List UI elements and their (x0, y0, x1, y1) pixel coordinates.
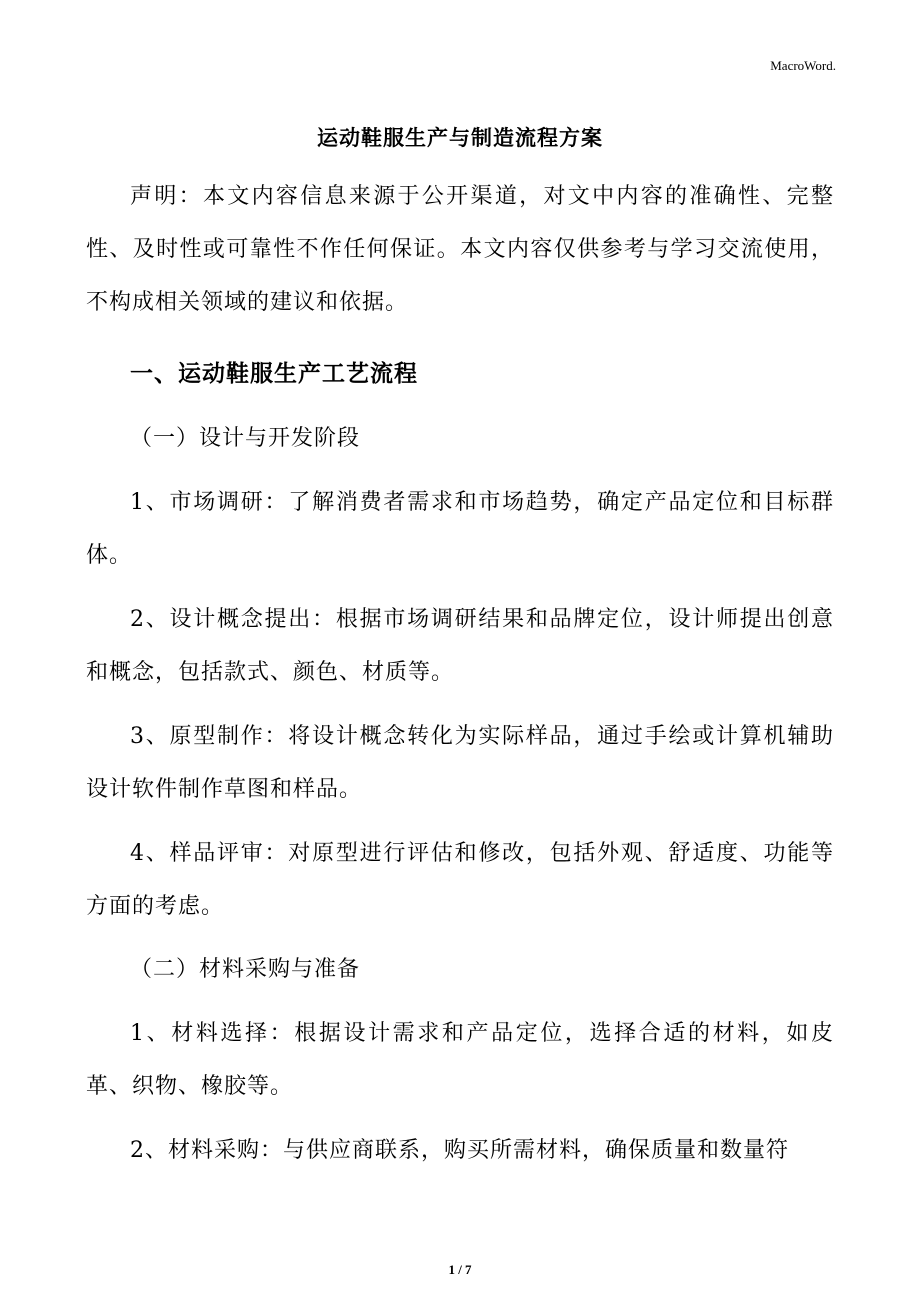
header-brand: MacroWord. (770, 58, 836, 73)
document-title: 运动鞋服生产与制造流程方案 (317, 125, 603, 150)
list-item: 2、设计概念提出：根据市场调研结果和品牌定位，设计师提出创意和概念，包括款式、颜色、材质等。 (86, 607, 834, 685)
subsection-heading-design: （一）设计与开发阶段 (130, 426, 361, 451)
list-item: 1、材料选择：根据设计需求和产品定位，选择合适的材料，如皮革、织物、橡胶等。 (86, 1021, 834, 1099)
section-heading: 一、运动鞋服生产工艺流程 (130, 360, 418, 387)
list-item: 2、材料采购：与供应商联系，购买所需材料，确保质量和数量符 (130, 1138, 789, 1163)
list-item: 1、市场调研：了解消费者需求和市场趋势，确定产品定位和目标群体。 (86, 490, 834, 568)
page-number: 1 / 7 (448, 1262, 472, 1277)
list-item: 3、原型制作：将设计概念转化为实际样品，通过手绘或计算机辅助设计软件制作草图和样品。 (86, 724, 834, 802)
subsection-heading-materials: （二）材料采购与准备 (130, 957, 361, 982)
list-item: 4、样品评审：对原型进行评估和修改，包括外观、舒适度、功能等方面的考虑。 (86, 841, 834, 919)
disclaimer-paragraph: 声明：本文内容信息来源于公开渠道，对文中内容的准确性、完整性、及时性或可靠性不作任何保证。本文内容仅供参考与学习交流使用，不构成相关领域的建议和依据。 (86, 184, 834, 315)
